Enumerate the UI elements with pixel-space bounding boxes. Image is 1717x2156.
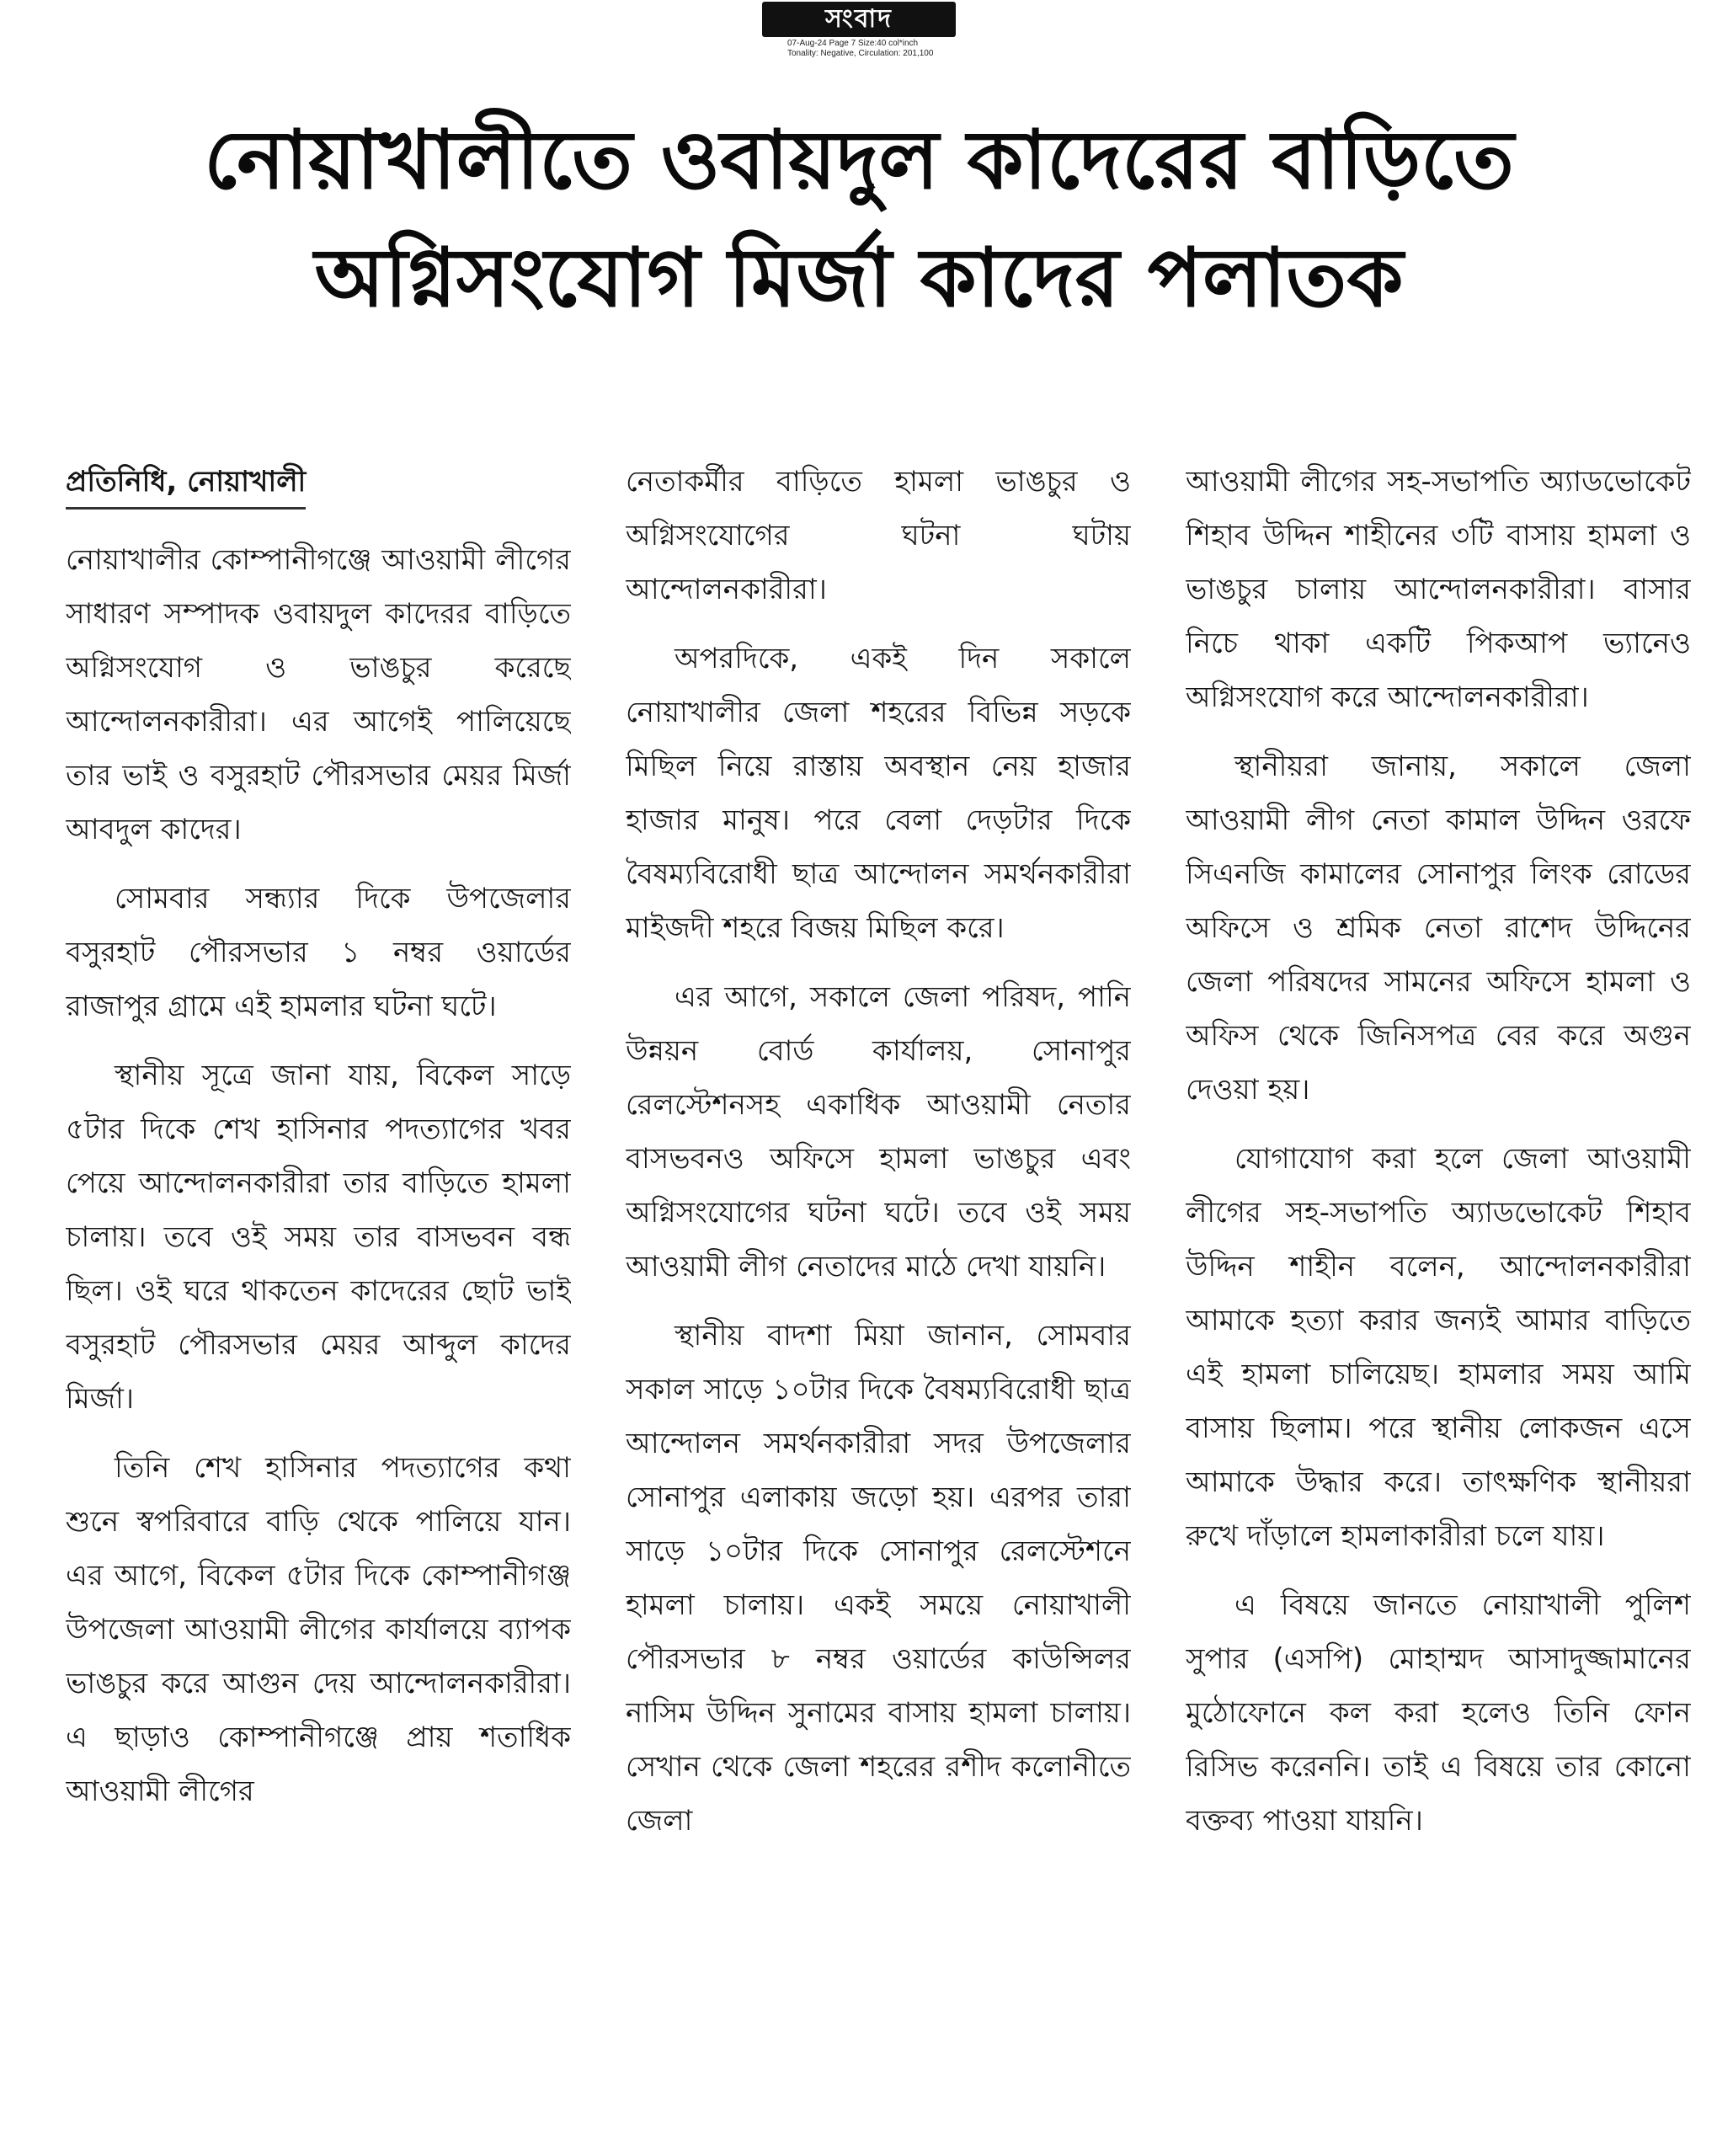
paragraph: স্থানীয়রা জানায়, সকালে জেলা আওয়ামী লীগ নেতা কামাল উদ্দিন ওরফে সিএনজি কামালের সোনাপুর লিংক রোডের অফিসে ও শ্রমিক নেতা রাশেদ উদ্দিনের জেলা পরিষদের সামনের অফিসে হামলা ও অফিস থেকে জিনিসপত্র বের করে অগুন দেওয়া হয়। — [1186, 750, 1691, 1107]
paragraph: নোয়াখালীর কোম্পানীগঞ্জে আওয়ামী লীগের সাধারণ সম্পাদক ওবায়দুল কাদেরর বাড়িতে অগ্নিসংযোগ ও ভাঙচুর করেছে আন্দোলনকারীরা। এর আগেই পালিয়েছে তার ভাই ও বসুরহাট পৌরসভার মেয়র মির্জা আবদুল কাদের। — [66, 543, 571, 846]
newspaper-logo: সংবাদ — [762, 2, 956, 37]
article-column-3 — [1186, 455, 1691, 2135]
masthead — [0, 0, 1717, 67]
paragraph: তিনি শেখ হাসিনার পদত্যাগের কথা শুনে স্বপরিবারে বাড়ি থেকে পালিয়ে যান। এর আগে, বিকেল ৫টার দিকে কোম্পানীগঞ্জ উপজেলা আওয়ামী লীগের কার্যালয়ে ব্যাপক ভাঙচুর করে আগুন দেয় আন্দোলনকারীরা। এ ছাড়াও কোম্পানীগঞ্জে প্রায় শতাধিক আওয়ামী লীগের — [66, 1451, 571, 1808]
paragraph: যোগাযোগ করা হলে জেলা আওয়ামী লীগের সহ-সভাপতি অ্যাডভোকেট শিহাব উদ্দিন শাহীন বলেন, আন্দোলনকারীরা আমাকে হত্যা করার জন্যই আমার বাড়িতে এই হামলা চালিয়েছ। হামলার সময় আমি বাসায় ছিলাম। পরে স্থানীয় লোকজন এসে আমাকে উদ্ধার করে। তাৎক্ষণিক স্থানীয়রা রুখে দাঁড়ালে হামলাকারীরা চলে যায়। — [1186, 1142, 1691, 1553]
headline — [51, 101, 1667, 337]
paragraph: অপরদিকে, একই দিন সকালে নোয়াখালীর জেলা শহরের বিভিন্ন সড়কে মিছিল নিয়ে রাস্তায় অবস্থান নেয় হাজার হাজার মানুষ। পরে বেলা দেড়টার দিকে বৈষম্যবিরোধী ছাত্র আন্দোলন সমর্থনকারীরা মাইজদী শহরে বিজয় মিছিল করে। — [626, 642, 1131, 945]
article-column-2 — [626, 455, 1131, 2135]
paragraph: এ বিষয়ে জানতে নোয়াখালী পুলিশ সুপার (এসপি) মোহাম্মদ আসাদুজ্জামানের মুঠোফোনে কল করা হলেও তিনি ফোন রিসিভ করেননি। তাই এ বিষয়ে তার কোনো বক্তব্য পাওয়া যায়নি। — [1186, 1588, 1691, 1838]
article-column-1 — [66, 455, 571, 2135]
paragraph: এর আগে, সকালে জেলা পরিষদ, পানি উন্নয়ন বোর্ড কার্যালয়, সোনাপুর রেলস্টেশনসহ একাধিক আওয়ামী নেতার বাসভবনও অফিসে হামলা ভাঙচুর এবং অগ্নিসংযোগের ঘটনা ঘটে। তবে ওই সময় আওয়ামী লীগ নেতাদের মাঠে দেখা যায়নি। — [626, 980, 1131, 1283]
clipping-meta-line-2: Tonality: Negative, Circulation: 201,100 — [787, 49, 934, 58]
paragraph: নেতাকর্মীর বাড়িতে হামলা ভাঙচুর ও অগ্নিসংযোগের ঘটনা ঘটায় আন্দোলনকারীরা। — [626, 465, 1131, 606]
paragraph: স্থানীয় বাদশা মিয়া জানান, সোমবার সকাল সাড়ে ১০টার দিকে বৈষম্যবিরোধী ছাত্র আন্দোলন সমর্থনকারীরা সদর উপজেলার সোনাপুর এলাকায় জড়ো হয়। এরপর তারা সাড়ে ১০টার দিকে সোনাপুর রেলস্টেশনে হামলা চালায়। একই সময়ে নোয়াখালী পৌরসভার ৮ নম্বর ওয়ার্ডের কাউন্সিলর নাসিম উদ্দিন সুনামের বাসায় হামলা চালায়। সেখান থেকে জেলা শহরের রশীদ কলোনীতে জেলা — [626, 1319, 1131, 1838]
clipping-meta — [787, 39, 1006, 59]
headline-line-1: নোয়াখালীতে ওবায়দুল কাদেরের বাড়িতে — [204, 113, 1514, 207]
paragraph: আওয়ামী লীগের সহ-সভাপতি অ্যাডভোকেট শিহাব উদ্দিন শাহীনের ৩টি বাসায় হামলা ও ভাঙচুর চালায় আন্দোলনকারীরা। বাসার নিচে থাকা একটি পিকআপ ভ্যানেও অগ্নিসংযোগ করে আন্দোলনকারীরা। — [1186, 465, 1691, 714]
paragraph: স্থানীয় সূত্রে জানা যায়, বিকেল সাড়ে ৫টার দিকে শেখ হাসিনার পদত্যাগের খবর পেয়ে আন্দোলনকারীরা তার বাড়িতে হামলা চালায়। তবে ওই সময় তার বাসভবন বন্ধ ছিল। ওই ঘরে থাকতেন কাদেরের ছোট ভাই বসুরহাট পৌরসভার মেয়র আব্দুল কাদের মির্জা। — [66, 1059, 571, 1416]
byline: প্রতিনিধি, নোয়াখালী — [66, 456, 306, 510]
paragraph: সোমবার সন্ধ্যার দিকে উপজেলার বসুরহাট পৌরসভার ১ নম্বর ওয়ার্ডের রাজাপুর গ্রামে এই হামলার ঘটনা ঘটে। — [66, 882, 571, 1023]
article-body — [66, 455, 1691, 2135]
headline-line-2: অগ্নিসংযোগ মির্জা কাদের পলাতক — [314, 231, 1404, 325]
clipping-meta-line-1: 07-Aug-24 Page 7 Size:40 col*inch — [787, 39, 919, 48]
